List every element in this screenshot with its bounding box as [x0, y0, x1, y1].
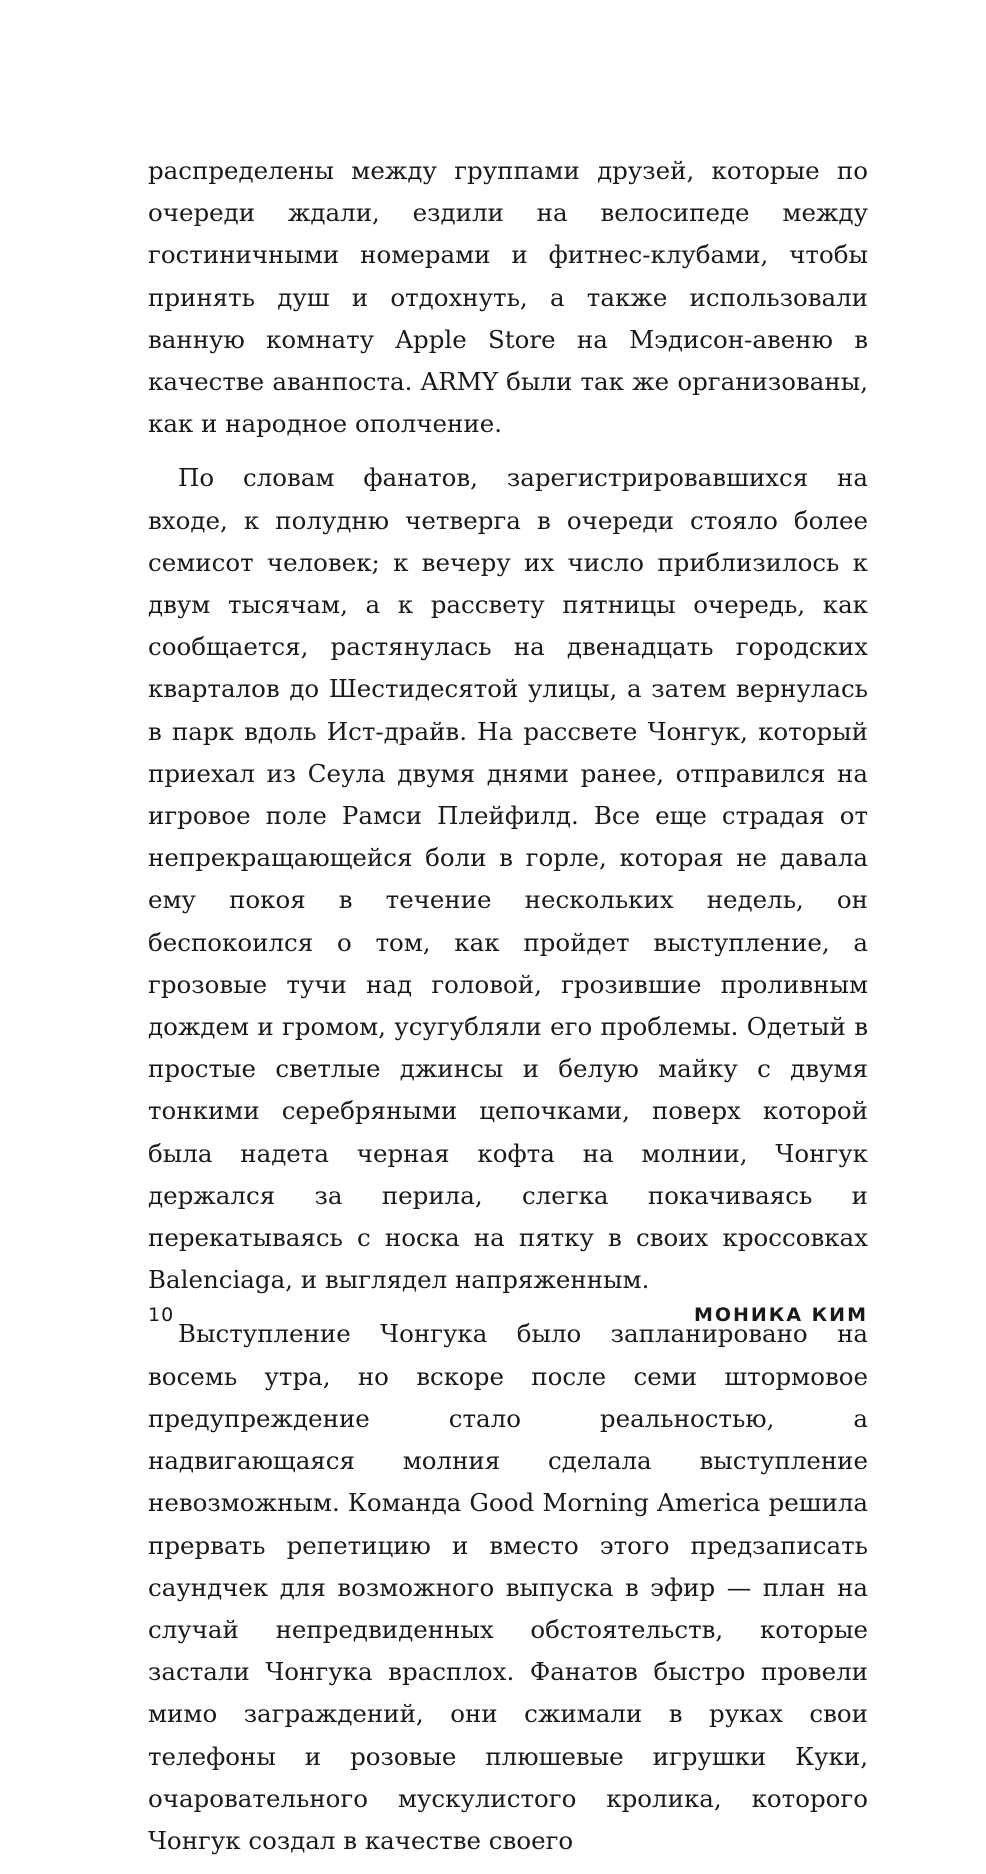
page-number: 10 — [148, 1304, 175, 1326]
paragraph-1: распределены между группами друзей, которые по очереди ждали, ездили на велосипеде между гостиничными номерами и фитнес-клубами, чтобы принять душ и отдохнуть, а также использовали ванную комнату Apple Store на Мэдисон-авеню в качестве аванпоста. ARMY были так же организованы, как и народное ополчение. — [148, 156, 868, 439]
paragraph-2: По словам фанатов, зарегистрировавшихся на входе, к полудню четверга в очереди стояло более семисот человек; к вечеру их число приблизилось к двум тысячам, а к рассвету пятницы очередь, как сообщается, растянулась на двенадцать городских кварталов до Шестидесятой улицы, а затем вернулась в парк вдоль Ист-драйв. На рассвете Чонгук, который приехал из Сеула двумя днями ранее, отправился на игровое поле Рамси Плейфилд. Все еще страдая от непрекращающейся боли в горле, которая не давала ему покоя в течение нескольких недель, он беспокоился о том, как пройдет выступление, а грозовые тучи над головой, грозившие проливным дождем и громом, усугубляли его проблемы. Одетый в простые светлые джинсы и белую майку с двумя тонкими серебряными цепочками, поверх которой была надета черная кофта на молнии, Чонгук держался за перила, слегка покачиваясь и перекатываясь с носка на пятку в своих кроссовках Balenciaga, и выглядел напряженным. — [148, 463, 868, 1295]
paragraph-3: Выступление Чонгука было запланировано на восемь утра, но вскоре после семи штормовое предупреждение стало реальностью, а надвигающаяся молния сделала выступление невозможным. Команда Good Morning America решила прервать репетицию и вместо этого предзаписать саундчек для возможного выпуска в эфир — план на случай непредвиденных обстоятельств, которые застали Чонгука врасплох. Фанатов быстро провели мимо заграждений, они сжимали в руках свои телефоны и розовые плюшевые игрушки Куки, очаровательного мускулистого кролика, которого Чонгук создал в качестве своего — [148, 1319, 868, 1855]
page-footer — [148, 1304, 868, 1336]
body-text — [148, 150, 868, 1874]
running-author: МОНИКА КИМ — [693, 1304, 868, 1326]
